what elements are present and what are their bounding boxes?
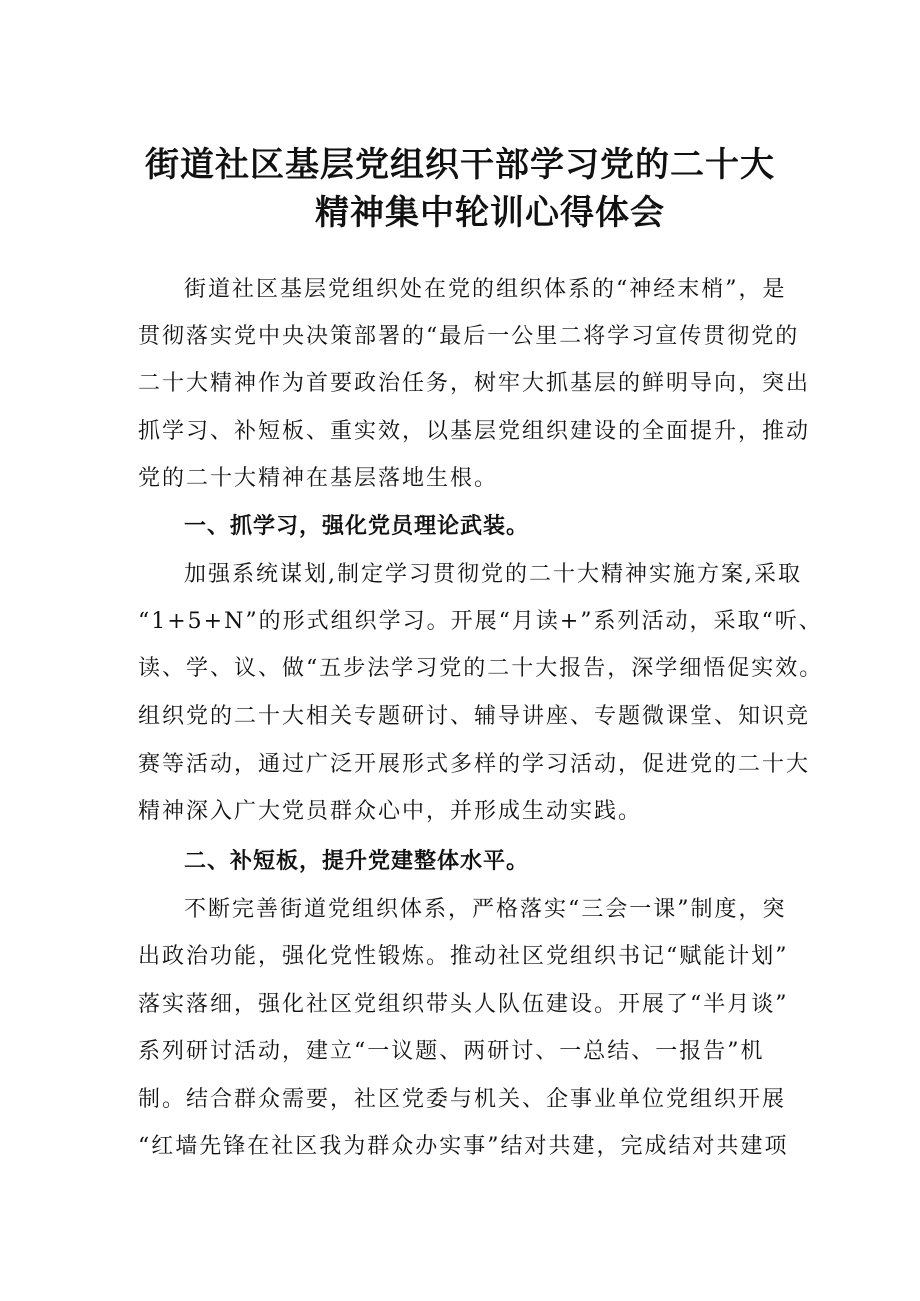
paragraph-line: 贯彻落实党中央决策部署的“最后一公里二将学习宣传贯彻党的 [138, 324, 800, 349]
paragraph-line: 街道社区基层党组织处在党的组织体系的“神经末梢”，是 [184, 277, 787, 302]
paragraph-line: 二十大精神作为首要政治任务，树牢大抓基层的鲜明导向，突出 [138, 371, 811, 396]
paragraph-line: 加强系统谋划,制定学习贯彻党的二十大精神实施方案,采取 [184, 562, 802, 587]
paragraph-line: 出政治功能，强化党性锻炼。推动社区党组织书记“赋能计划” [138, 944, 789, 969]
paragraph-line: 读、学、议、做“五步法学习党的二十大报告，深学细悟促实效。 [138, 656, 824, 681]
paragraph-line: 落实落细，强化社区党组织带头人队伍建设。开展了“半月谈” [138, 992, 789, 1017]
document-title-line-2: 精神集中轮训心得体会 [315, 193, 665, 233]
document-title-line-1: 街道社区基层党组织干部学习党的二十大 [145, 145, 775, 185]
paragraph-line: 抓学习、补短板、重实效，以基层党组织建设的全面提升，推动 [138, 419, 811, 444]
paragraph-line: 不断完善街道党组织体系，严格落实“三会一课”制度，突 [184, 897, 787, 922]
paragraph-line: 赛等活动，通过广泛开展形式多样的学习活动，促进党的二十大 [138, 752, 811, 777]
paragraph-line: 组织党的二十大相关专题研讨、辅导讲座、专题微课堂、知识竞 [138, 704, 811, 729]
section-heading-2: 二、补短板，提升党建整体水平。 [184, 849, 530, 874]
section-heading-1: 一、抓学习，强化党员理论武装。 [184, 514, 530, 539]
paragraph-line: 党的二十大精神在基层落地生根。 [138, 466, 499, 491]
paragraph-line: 系列研讨活动，建立“一议题、两研讨、一总结、一报告”机 [138, 1039, 765, 1064]
paragraph-line: 精神深入广大党员群众心中，并形成生动实践。 [138, 799, 643, 824]
paragraph-line: 制。结合群众需要，社区党委与机关、企事业单位党组织开展 [138, 1087, 787, 1112]
paragraph-line: “红墙先锋在社区我为群众办实事”结对共建，完成结对共建项 [138, 1134, 789, 1159]
paragraph-line: “1+5+N”的形式组织学习。开展“月读+”系列活动，采取“听、 [138, 609, 823, 634]
